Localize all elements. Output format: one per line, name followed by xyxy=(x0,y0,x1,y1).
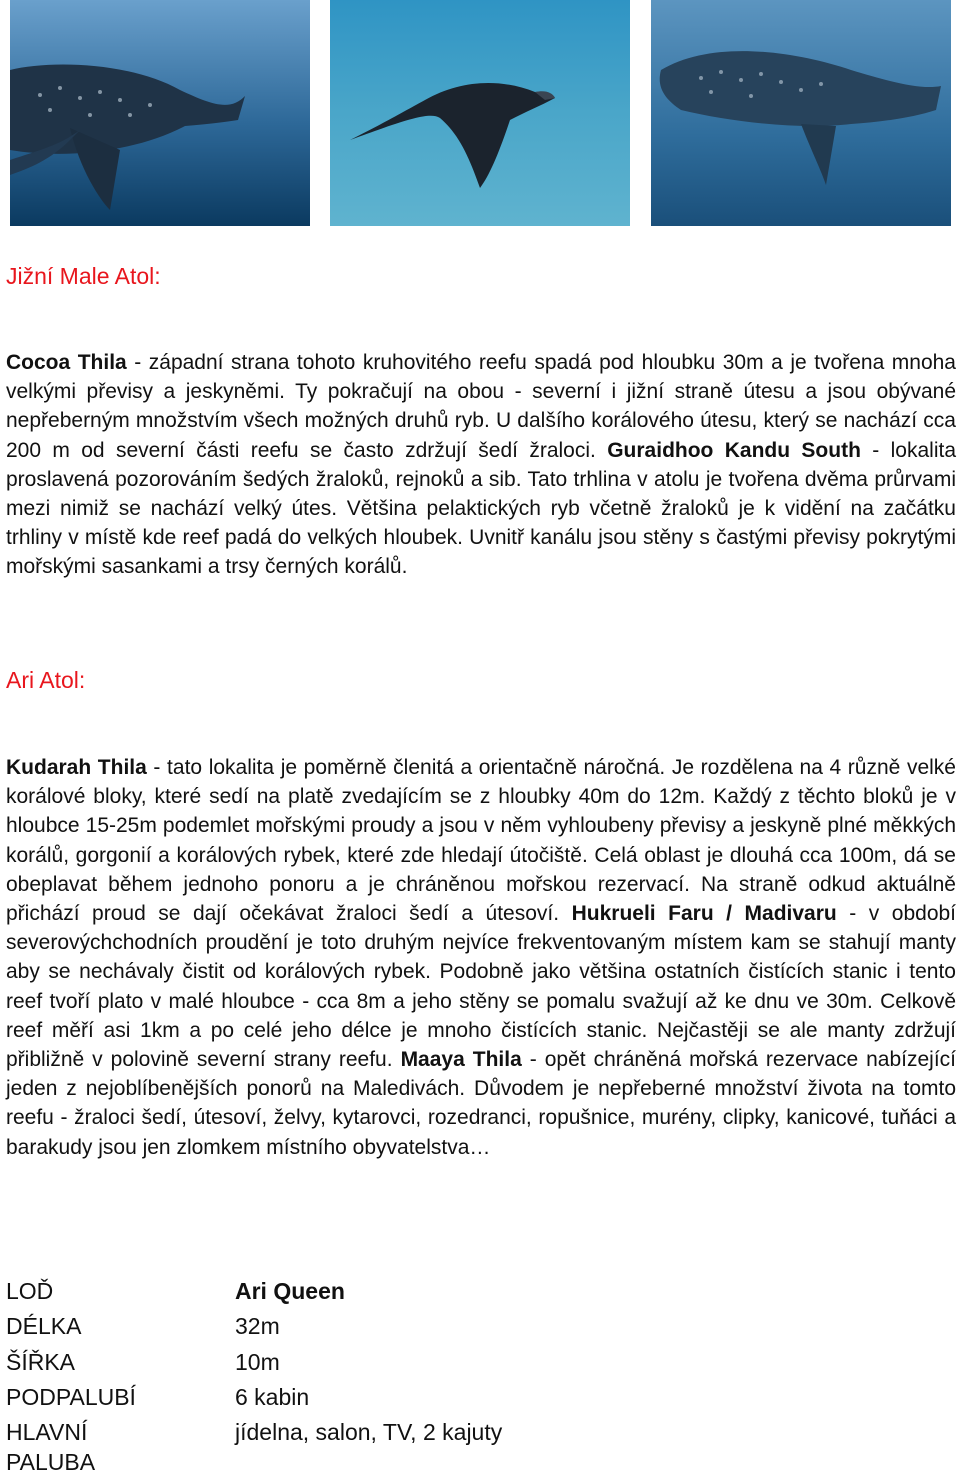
spec-value: jídelna, salon, TV, 2 kajuty xyxy=(235,1419,503,1446)
section-heading-ari: Ari Atol: xyxy=(6,667,86,693)
spec-value: Ari Queen xyxy=(235,1278,345,1304)
spec-label: HLAVNÍ PALUBA xyxy=(6,1419,96,1476)
site-name: Maaya Thila xyxy=(400,1048,522,1072)
site-name: Hukrueli Faru / Madivaru xyxy=(571,902,837,926)
site-description: - západní strana tohoto kruhovitého reefu spadá pod hloubku 30m a je tvořena mnoha velkými převisy a jeskyněmi. Ty pokračují na obou - severní i jižní straně útesu a jsou obývané nepřeberným množstvím všech možných druhů ryb. U dalšího korálového útesu, který se nachází cca 200 m od severní části reefu se často zdržují šedí žraloci. xyxy=(6,351,956,462)
site-description: - v období severovýchchodních proudění je toto druhým nejvíce frekventovaným místem kam se stahují manty aby se nechávaly čistit od korálových rybek. Podobně jako většina ostatních čistících stanic i tento reef tvoří plato v malé hloubce - cca 8m a jeho stěny se pomalu svažují až ke dnu ve 30m. Celkově reef měří asi 1km a po celé jeho délce je mnoho čistících stanic. Nejčastěji se ale manty zdržují přibližně v polovině severní strany reefu. xyxy=(6,902,957,1072)
site-name: Guraidhoo Kandu South xyxy=(607,438,861,462)
manta-ray-photo xyxy=(330,0,630,226)
spec-value: 10m xyxy=(235,1348,280,1375)
whale-shark-photo-2 xyxy=(651,0,951,226)
site-name: Cocoa Thila xyxy=(6,351,127,374)
spec-label: DÉLKA xyxy=(6,1313,82,1340)
spec-value: 6 kabin xyxy=(235,1383,310,1410)
spec-label: PODPALUBÍ xyxy=(6,1383,136,1410)
site-name: Kudarah Thila xyxy=(6,756,147,779)
section-text-south-male xyxy=(6,348,956,582)
photo-strip xyxy=(0,0,960,228)
spec-value: 32m xyxy=(235,1313,280,1340)
site-description: - lokalita proslavená pozorováním šedých žraloků, rejnoků a sib. Tato trhlina v atolu je tvořena dvěma průrvami mezi nimiž se nachází velký útes. Většina pelaktických ryb včetně žraloků je k vidění na začátku trhliny v místě kde reef padá do velkých hloubek. Uvnitř kanálu jsou stěny s častými převisy pokrytými mořskými sasankami a trsy černých korálů. xyxy=(6,438,957,579)
spec-label: ŠÍŘKA xyxy=(6,1348,76,1375)
section-text-ari xyxy=(6,753,956,1162)
site-description: - opět chráněná mořská rezervace nabízející jeden z nejoblíbenějších ponorů na Maledivách. Důvodem je nepřeberné množství života na tomto reefu - žraloci šedí, útesoví, želvy, kytarovci, rozedranci, ropušnice, murény, clipky, kanicové, tuňáci a barakudy jsou jen zlomkem místního obyvatelstva… xyxy=(6,1048,956,1159)
spec-label: LOĎ xyxy=(6,1278,54,1304)
site-description: - tato lokalita je poměrně členitá a orientačně náročná. Je rozdělena na 4 různě velké korálové bloky, které sedí na platě zvedajícím se z hloubky 40m do 12m. Každý z těchto bloků je v hloubce 15-25m podemlet mořskými proudy a jsou v něm vyhloubeny převisy a jeskyně plné měkkých korálů, gorgonií a korálových rybek, které zde hledají útočiště. Celá oblast je dlouhá cca 100m, dá se obeplavat během jednoho ponoru a je chráněnou mořskou rezervací. Na straně odkud aktuálně přichází proud se dají očekávat žraloci šedí a útesoví. xyxy=(6,756,956,926)
section-heading-south-male: Jižní Male Atol: xyxy=(6,263,161,289)
whale-shark-photo xyxy=(10,0,310,226)
